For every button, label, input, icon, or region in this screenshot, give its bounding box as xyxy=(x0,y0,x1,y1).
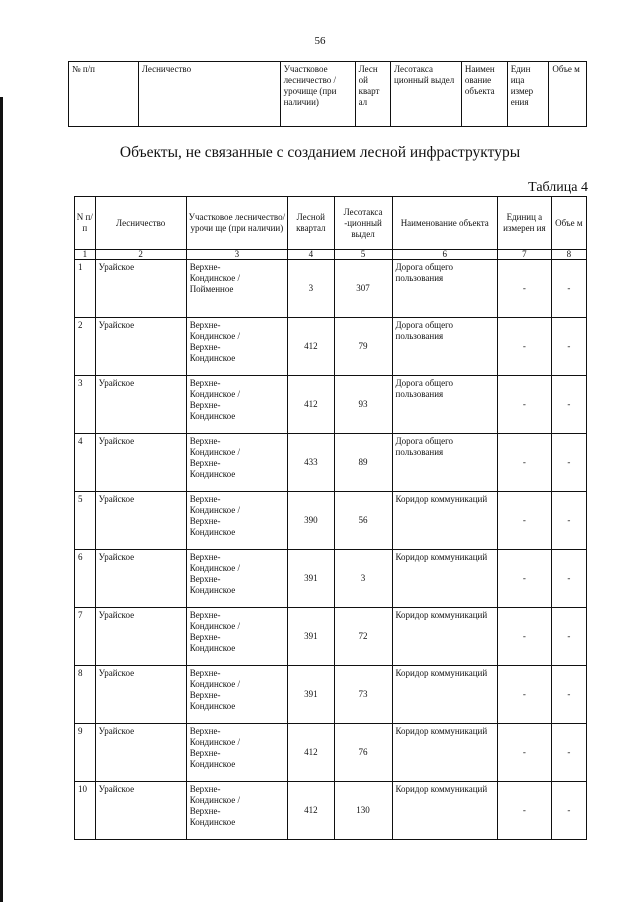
forestry-cell: Урайское xyxy=(95,550,186,608)
unit-cell: - xyxy=(498,724,552,782)
quarter-cell: 433 xyxy=(288,434,335,492)
vydel-cell: 307 xyxy=(334,260,392,318)
unit-cell: - xyxy=(498,260,552,318)
vydel-cell: 72 xyxy=(334,608,392,666)
district-cell: Верхне- Кондинское / Верхне- Кондинское xyxy=(186,724,287,782)
district-cell: Верхне- Кондинское / Верхне- Кондинское xyxy=(186,666,287,724)
object-name-cell: Коридор коммуникаций xyxy=(392,782,498,840)
column-number: 6 xyxy=(392,250,498,260)
column-number: 5 xyxy=(334,250,392,260)
table-row xyxy=(75,666,587,724)
volume-cell: - xyxy=(551,376,586,434)
district-cell: Верхне- Кондинское / Верхне- Кондинское xyxy=(186,376,287,434)
row-number-cell: 4 xyxy=(75,434,96,492)
volume-cell: - xyxy=(551,434,586,492)
district-cell: Верхне- Кондинское / Верхне- Кондинское xyxy=(186,492,287,550)
row-number-cell: 9 xyxy=(75,724,96,782)
column-header: Объе м xyxy=(551,197,586,250)
forestry-cell: Урайское xyxy=(95,608,186,666)
vydel-cell: 3 xyxy=(334,550,392,608)
unit-cell: - xyxy=(498,376,552,434)
column-header: Наименование объекта xyxy=(392,197,498,250)
vydel-cell: 93 xyxy=(334,376,392,434)
object-name-cell: Коридор коммуникаций xyxy=(392,666,498,724)
header-cell: Наимен ование объекта xyxy=(461,62,507,127)
table-row xyxy=(75,782,587,840)
quarter-cell: 390 xyxy=(288,492,335,550)
unit-cell: - xyxy=(498,608,552,666)
row-number-cell: 2 xyxy=(75,318,96,376)
district-cell: Верхне- Кондинское / Верхне- Кондинское xyxy=(186,782,287,840)
district-cell: Верхне- Кондинское / Верхне- Кондинское xyxy=(186,608,287,666)
quarter-cell: 412 xyxy=(288,782,335,840)
vydel-cell: 73 xyxy=(334,666,392,724)
forestry-cell: Урайское xyxy=(95,434,186,492)
table-row xyxy=(75,260,587,318)
row-number-cell: 5 xyxy=(75,492,96,550)
forestry-cell: Урайское xyxy=(95,492,186,550)
unit-cell: - xyxy=(498,550,552,608)
quarter-cell: 412 xyxy=(288,724,335,782)
column-number: 7 xyxy=(498,250,552,260)
table-row xyxy=(75,492,587,550)
volume-cell: - xyxy=(551,260,586,318)
unit-cell: - xyxy=(498,782,552,840)
objects-table xyxy=(74,196,587,840)
page-edge-bar xyxy=(0,97,3,902)
column-header: Единиц а измерен ия xyxy=(498,197,552,250)
vydel-cell: 76 xyxy=(334,724,392,782)
column-header: Лесной квартал xyxy=(288,197,335,250)
header-cell: Объе м xyxy=(549,62,587,127)
vydel-cell: 89 xyxy=(334,434,392,492)
column-number: 8 xyxy=(551,250,586,260)
quarter-cell: 391 xyxy=(288,666,335,724)
table-row xyxy=(75,550,587,608)
header-cell: Един ица измер ения xyxy=(507,62,549,127)
volume-cell: - xyxy=(551,724,586,782)
vydel-cell: 130 xyxy=(334,782,392,840)
unit-cell: - xyxy=(498,666,552,724)
quarter-cell: 391 xyxy=(288,608,335,666)
quarter-cell: 3 xyxy=(288,260,335,318)
object-name-cell: Коридор коммуникаций xyxy=(392,724,498,782)
district-cell: Верхне- Кондинское / Верхне- Кондинское xyxy=(186,434,287,492)
section-title: Объекты, не связанные с созданием лесной инфраструктуры xyxy=(119,144,521,161)
volume-cell: - xyxy=(551,318,586,376)
volume-cell: - xyxy=(551,608,586,666)
table-row xyxy=(75,318,587,376)
header-cell: № п/п xyxy=(69,62,139,127)
column-header: Лесотакса -ционный выдел xyxy=(334,197,392,250)
column-number: 4 xyxy=(288,250,335,260)
vydel-cell: 79 xyxy=(334,318,392,376)
unit-cell: - xyxy=(498,492,552,550)
header-cell: Лесн ой кварт ал xyxy=(355,62,390,127)
page-number: 56 xyxy=(314,35,326,47)
volume-cell: - xyxy=(551,492,586,550)
row-number-cell: 10 xyxy=(75,782,96,840)
forestry-cell: Урайское xyxy=(95,376,186,434)
column-header: Лесничество xyxy=(95,197,186,250)
table-row xyxy=(75,724,587,782)
row-number-cell: 8 xyxy=(75,666,96,724)
object-name-cell: Коридор коммуникаций xyxy=(392,608,498,666)
unit-cell: - xyxy=(498,318,552,376)
district-cell: Верхне- Кондинское / Верхне- Кондинское xyxy=(186,318,287,376)
object-name-cell: Дорога общего пользования xyxy=(392,376,498,434)
volume-cell: - xyxy=(551,666,586,724)
header-continuation-table xyxy=(68,61,587,127)
table-row xyxy=(75,376,587,434)
header-cell: Лесотакса ционный выдел xyxy=(391,62,462,127)
column-header: N п/ п xyxy=(75,197,96,250)
header-cell: Лесничество xyxy=(138,62,280,127)
object-name-cell: Дорога общего пользования xyxy=(392,434,498,492)
column-number: 2 xyxy=(95,250,186,260)
header-cell: Участковое лесничество /урочище (при наличии) xyxy=(280,62,355,127)
forestry-cell: Урайское xyxy=(95,260,186,318)
table-row xyxy=(75,434,587,492)
table-row xyxy=(75,608,587,666)
object-name-cell: Дорога общего пользования xyxy=(392,260,498,318)
row-number-cell: 1 xyxy=(75,260,96,318)
vydel-cell: 56 xyxy=(334,492,392,550)
column-number: 3 xyxy=(186,250,287,260)
row-number-cell: 7 xyxy=(75,608,96,666)
volume-cell: - xyxy=(551,782,586,840)
unit-cell: - xyxy=(498,434,552,492)
object-name-cell: Дорога общего пользования xyxy=(392,318,498,376)
column-header: Участковое лесничество/урочи ще (при наличии) xyxy=(186,197,287,250)
table-body xyxy=(75,260,587,840)
district-cell: Верхне- Кондинское / Верхне- Кондинское xyxy=(186,550,287,608)
object-name-cell: Коридор коммуникаций xyxy=(392,492,498,550)
quarter-cell: 391 xyxy=(288,550,335,608)
row-number-cell: 3 xyxy=(75,376,96,434)
object-name-cell: Коридор коммуникаций xyxy=(392,550,498,608)
district-cell: Верхне- Кондинское / Пойменное xyxy=(186,260,287,318)
volume-cell: - xyxy=(551,550,586,608)
quarter-cell: 412 xyxy=(288,318,335,376)
forestry-cell: Урайское xyxy=(95,724,186,782)
row-number-cell: 6 xyxy=(75,550,96,608)
forestry-cell: Урайское xyxy=(95,782,186,840)
quarter-cell: 412 xyxy=(288,376,335,434)
column-number: 1 xyxy=(75,250,96,260)
forestry-cell: Урайское xyxy=(95,666,186,724)
table-label: Таблица 4 xyxy=(528,180,588,195)
forestry-cell: Урайское xyxy=(95,318,186,376)
